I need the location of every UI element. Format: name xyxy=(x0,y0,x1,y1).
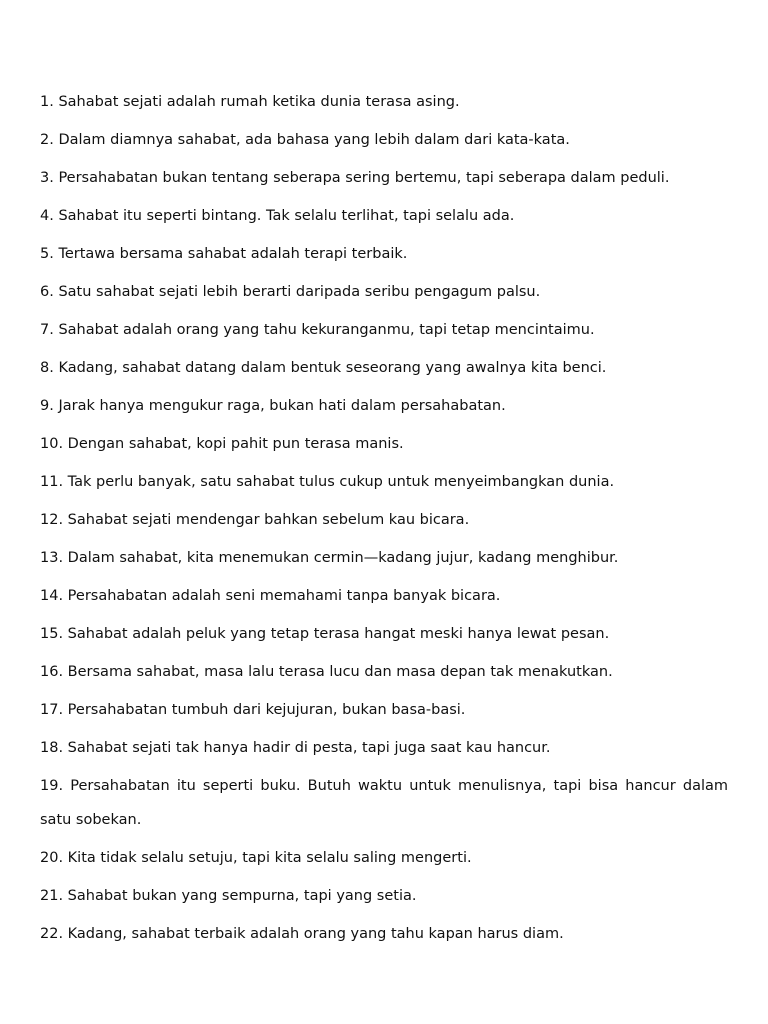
list-item: 4. Sahabat itu seperti bintang. Tak selalu terlihat, tapi selalu ada. xyxy=(40,208,515,224)
list-item: 10. Dengan sahabat, kopi pahit pun terasa manis. xyxy=(40,436,404,452)
quote-list xyxy=(40,85,728,951)
list-item: 20. Kita tidak selalu setuju, tapi kita selalu saling mengerti. xyxy=(40,850,472,866)
list-item: 3. Persahabatan bukan tentang seberapa sering bertemu, tapi seberapa dalam peduli. xyxy=(40,170,670,186)
list-item: 18. Sahabat sejati tak hanya hadir di pesta, tapi juga saat kau hancur. xyxy=(40,740,551,756)
list-item: 19. Persahabatan itu seperti buku. Butuh waktu untuk menulisnya, tapi bisa hancur dalam satu sobekan. xyxy=(40,778,728,828)
list-item: 5. Tertawa bersama sahabat adalah terapi terbaik. xyxy=(40,246,408,262)
list-item: 21. Sahabat bukan yang sempurna, tapi yang setia. xyxy=(40,888,417,904)
list-item: 11. Tak perlu banyak, satu sahabat tulus cukup untuk menyeimbangkan dunia. xyxy=(40,474,615,490)
list-item: 22. Kadang, sahabat terbaik adalah orang yang tahu kapan harus diam. xyxy=(40,926,564,942)
list-item: 8. Kadang, sahabat datang dalam bentuk seseorang yang awalnya kita benci. xyxy=(40,360,607,376)
list-item: 14. Persahabatan adalah seni memahami tanpa banyak bicara. xyxy=(40,588,501,604)
list-item: 9. Jarak hanya mengukur raga, bukan hati dalam persahabatan. xyxy=(40,398,506,414)
list-item: 1. Sahabat sejati adalah rumah ketika dunia terasa asing. xyxy=(40,94,460,110)
list-item: 12. Sahabat sejati mendengar bahkan sebelum kau bicara. xyxy=(40,512,470,528)
list-item: 15. Sahabat adalah peluk yang tetap terasa hangat meski hanya lewat pesan. xyxy=(40,626,610,642)
list-item: 16. Bersama sahabat, masa lalu terasa lucu dan masa depan tak menakutkan. xyxy=(40,664,613,680)
list-item: 2. Dalam diamnya sahabat, ada bahasa yang lebih dalam dari kata-kata. xyxy=(40,132,570,148)
list-item: 17. Persahabatan tumbuh dari kejujuran, bukan basa-basi. xyxy=(40,702,466,718)
list-item: 6. Satu sahabat sejati lebih berarti daripada seribu pengagum palsu. xyxy=(40,284,541,300)
list-item: 13. Dalam sahabat, kita menemukan cermin—kadang jujur, kadang menghibur. xyxy=(40,550,619,566)
list-item: 7. Sahabat adalah orang yang tahu kekuranganmu, tapi tetap mencintaimu. xyxy=(40,322,595,338)
